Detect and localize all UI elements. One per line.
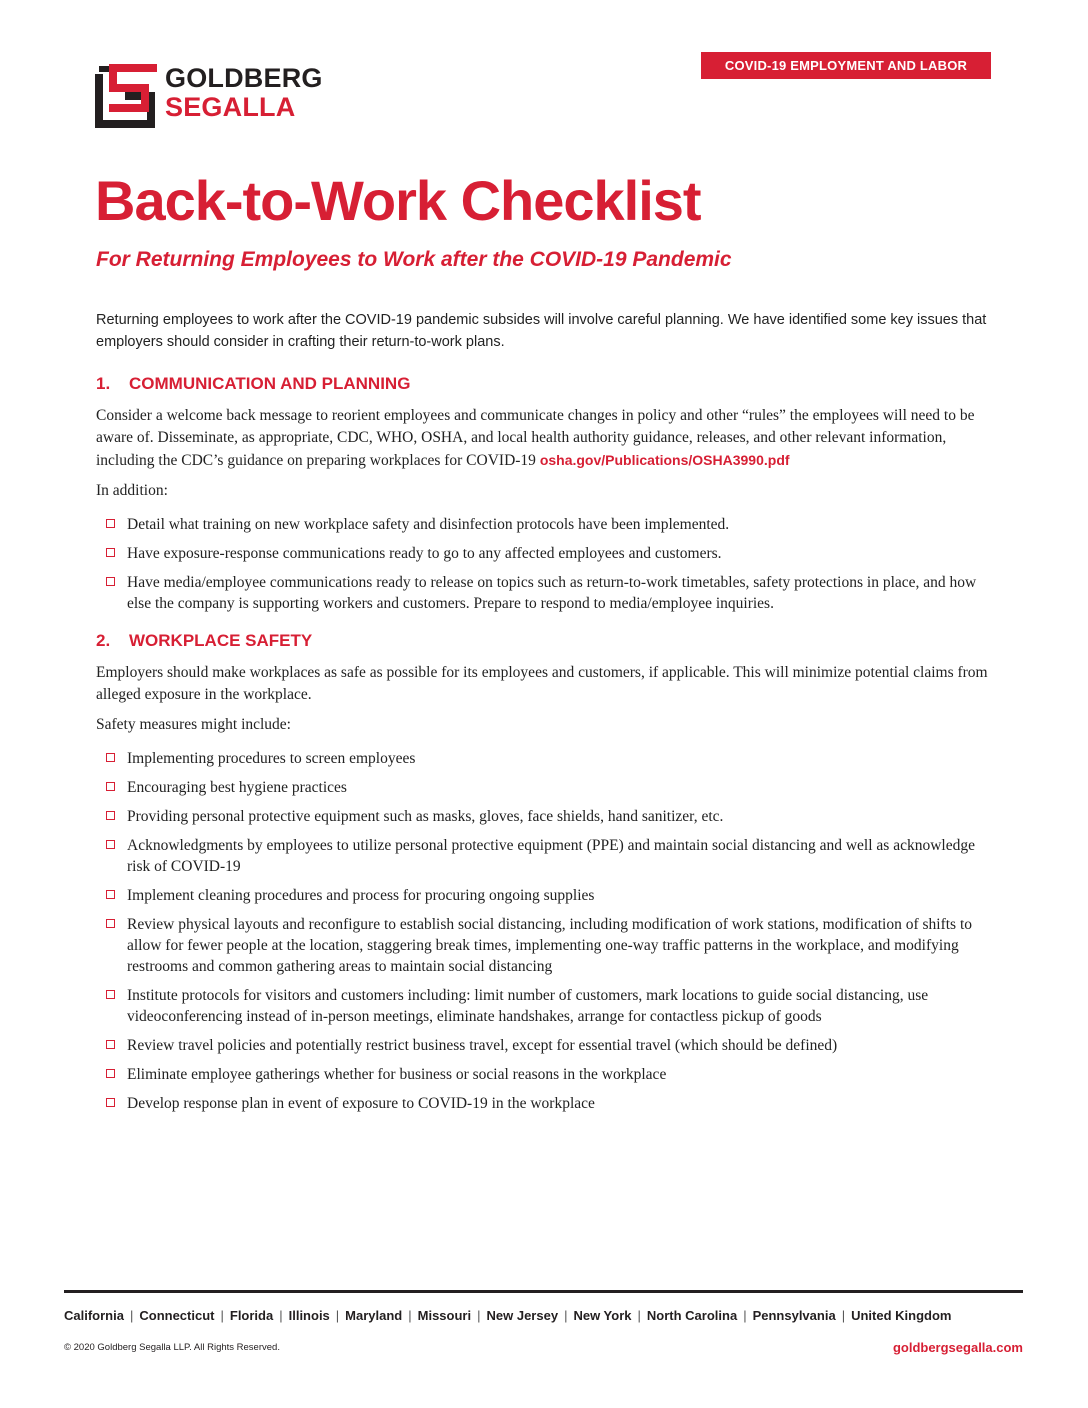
location-item: New Jersey xyxy=(486,1308,559,1323)
checklist-item-text: Eliminate employee gatherings whether for business or social reasons in the workplace xyxy=(127,1066,667,1083)
location-item: Pennsylvania xyxy=(752,1308,836,1323)
checklist-item xyxy=(96,514,996,535)
logo-line-goldberg: GOLDBERG xyxy=(165,63,323,93)
checklist-item xyxy=(96,572,996,614)
checkbox-icon[interactable] xyxy=(106,782,115,791)
checklist-communication xyxy=(96,514,996,614)
section-lead: In addition: xyxy=(96,482,168,499)
checklist-item xyxy=(96,806,996,827)
location-separator: | xyxy=(220,1308,224,1323)
checklist-item-text: Review physical layouts and reconfigure to establish social distancing, including modification of work stations, modification of shifts to allow for fewer people at the location, staggering break times, implementing one-way traffic patterns in the workplace, and modifying restrooms and common gathering areas to maintain social distancing xyxy=(127,916,973,975)
main-content xyxy=(96,309,996,1122)
section-heading-workplace-safety xyxy=(96,628,996,654)
location-item: United Kingdom xyxy=(851,1308,952,1323)
location-separator: | xyxy=(477,1308,481,1323)
checklist-item-text: Institute protocols for visitors and customers including: limit number of customers, mark locations to guide social distancing, use videoconferencing instead of in-person meetings, eliminate handshakes, arrange for contactless pickup of goods xyxy=(127,987,929,1025)
location-separator: | xyxy=(743,1308,747,1323)
category-badge: COVID-19 EMPLOYMENT AND LABOR xyxy=(701,52,991,79)
checklist-item-text: Implementing procedures to screen employees xyxy=(127,750,416,767)
location-item: North Carolina xyxy=(646,1308,738,1323)
checkbox-icon[interactable] xyxy=(106,519,115,528)
checklist-item xyxy=(96,1035,996,1056)
checkbox-icon[interactable] xyxy=(106,577,115,586)
checkbox-icon[interactable] xyxy=(106,753,115,762)
location-separator: | xyxy=(564,1308,568,1323)
website-link[interactable]: goldbergsegalla.com xyxy=(892,1340,1023,1355)
checkbox-icon[interactable] xyxy=(106,890,115,899)
checkbox-icon[interactable] xyxy=(106,1098,115,1107)
checklist-item xyxy=(96,885,996,906)
location-item: Maryland xyxy=(345,1308,403,1323)
checklist-item xyxy=(96,914,996,977)
checklist-item xyxy=(96,748,996,769)
office-locations xyxy=(64,1308,1023,1323)
section-lead: Safety measures might include: xyxy=(96,716,291,733)
checkbox-icon[interactable] xyxy=(106,548,115,557)
checklist-item-text: Review travel policies and potentially restrict business travel, except for essential travel (which should be defined) xyxy=(127,1037,838,1054)
checklist-item-text: Acknowledgments by employees to utilize personal protective equipment (PPE) and maintain social distancing and well as acknowledge risk of COVID-19 xyxy=(127,837,975,875)
location-item: Florida xyxy=(229,1308,274,1323)
checkbox-icon[interactable] xyxy=(106,1040,115,1049)
logo-line-segalla: SEGALLA xyxy=(165,92,296,122)
checklist-item xyxy=(96,985,996,1027)
checkbox-icon[interactable] xyxy=(106,840,115,849)
page-title: Back-to-Work Checklist xyxy=(95,169,701,232)
osha-guidance-link[interactable]: osha.gov/Publications/OSHA3990.pdf xyxy=(539,452,790,468)
checklist-item-text: Encouraging best hygiene practices xyxy=(127,779,347,796)
checklist-workplace-safety xyxy=(96,748,996,1114)
section-title: COMMUNICATION AND PLANNING xyxy=(129,374,411,393)
checklist-item xyxy=(96,1064,996,1085)
checklist-item xyxy=(96,835,996,877)
section-heading-communication xyxy=(96,371,996,397)
checklist-item-text: Develop response plan in event of exposure to COVID-19 in the workplace xyxy=(127,1095,595,1112)
checklist-item-text: Detail what training on new workplace safety and disinfection protocols have been implemented. xyxy=(127,516,730,533)
checkbox-icon[interactable] xyxy=(106,990,115,999)
location-separator: | xyxy=(335,1308,340,1323)
checklist-item xyxy=(96,543,996,564)
location-separator: | xyxy=(129,1308,134,1323)
location-item: Missouri xyxy=(417,1308,472,1323)
checkbox-icon[interactable] xyxy=(106,811,115,820)
checklist-item xyxy=(96,777,996,798)
logo-wordmark xyxy=(165,64,323,122)
company-logo xyxy=(95,62,365,130)
checklist-item-text: Providing personal protective equipment such as masks, gloves, face shields, hand sanitizer, etc. xyxy=(127,808,724,825)
checkbox-icon[interactable] xyxy=(106,1069,115,1078)
location-item: Illinois xyxy=(288,1308,330,1323)
checkbox-icon[interactable] xyxy=(106,919,115,928)
section-title: WORKPLACE SAFETY xyxy=(129,631,313,650)
checklist-item-text: Have media/employee communications ready to release on topics such as return-to-work timetables, safety protections in place, and how else the company is supporting workers and customers. Prepare to respond to media/employee inquiries. xyxy=(127,574,977,612)
section-number: 2. xyxy=(96,631,111,650)
section-number: 1. xyxy=(96,374,111,393)
logo-mark-icon xyxy=(95,62,159,130)
checklist-item-text: Have exposure-response communications ready to go to any affected employees and customers. xyxy=(127,545,722,562)
location-separator: | xyxy=(637,1308,641,1323)
intro-paragraph: Returning employees to work after the COVID-19 pandemic subsides will involve careful planning. We have identified some key issues that employers should consider in crafting their return-to-work plans. xyxy=(96,312,987,350)
location-separator: | xyxy=(408,1308,412,1323)
location-item: Connecticut xyxy=(139,1308,215,1323)
section-paragraph-text: Consider a welcome back message to reorient employees and communicate changes in policy and other “rules” the employees will need to be aware of. Disseminate, as appropriate, CDC, WHO, OSHA, and local health authority guidance, releases, and other relevant information, including the CDC’s guidance on preparing workplaces for COVID-19 xyxy=(96,407,975,469)
page-subtitle: For Returning Employees to Work after the COVID-19 Pandemic xyxy=(96,248,732,271)
footer-divider xyxy=(64,1290,1023,1293)
location-item: New York xyxy=(573,1308,632,1323)
location-item: California xyxy=(64,1308,124,1323)
section-paragraph xyxy=(96,405,996,472)
location-separator: | xyxy=(841,1308,846,1323)
checklist-item-text: Implement cleaning procedures and process for procuring ongoing supplies xyxy=(127,887,595,904)
location-separator: | xyxy=(279,1308,283,1323)
section-paragraph: Employers should make workplaces as safe as possible for its employees and customers, if applicable. This will minimize potential claims from alleged exposure in the workplace. xyxy=(96,664,988,703)
checklist-item xyxy=(96,1093,996,1114)
copyright-notice: © 2020 Goldberg Segalla LLP. All Rights Reserved. xyxy=(64,1342,280,1353)
